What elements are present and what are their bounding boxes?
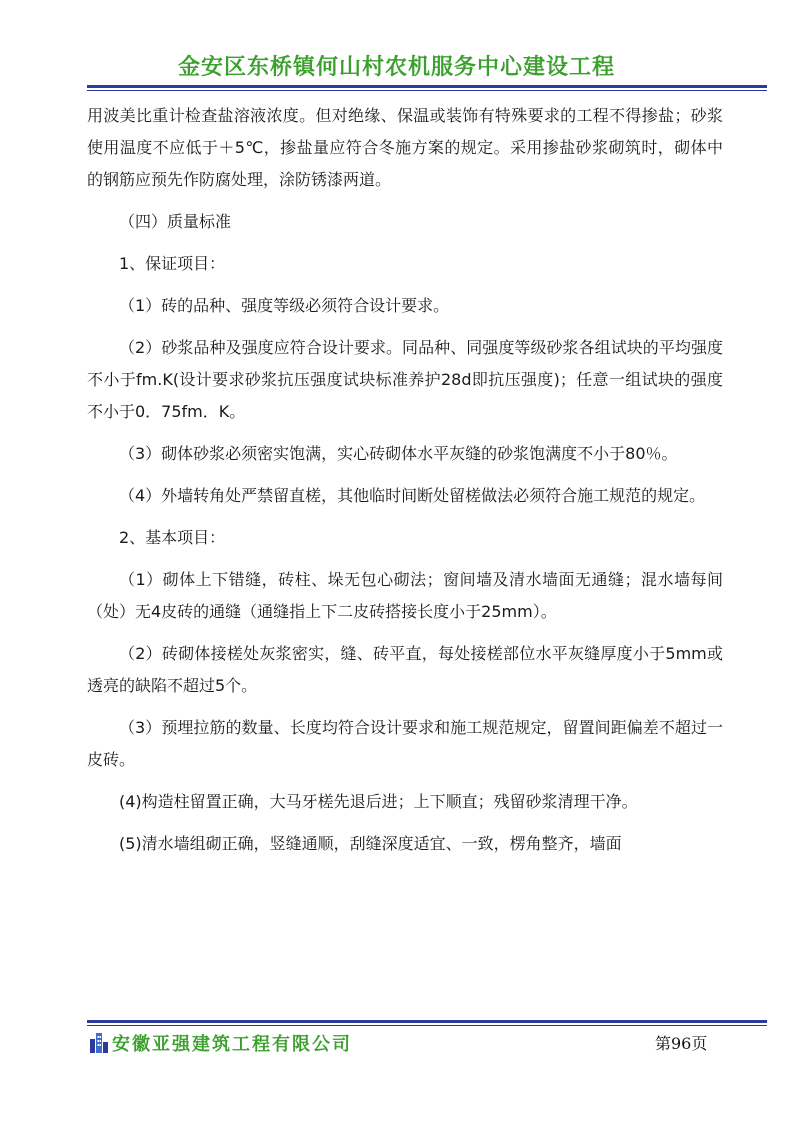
body-paragraph: （四）质量标准 bbox=[119, 212, 232, 231]
footer-rule-thin bbox=[87, 1025, 767, 1026]
body-paragraph: （3）预埋拉筋的数量、长度均符合设计要求和施工规范规定，留置间距偏差不超过一皮砖。 bbox=[87, 718, 723, 769]
body-paragraph: （1）砌体上下错缝，砖柱、垛无包心砌法；窗间墙及清水墙面无通缝；混水墙每间（处）无4皮砖的通缝（通缝指上下二皮砖搭接长度小于25mm）。 bbox=[87, 570, 723, 621]
document-body bbox=[87, 100, 723, 870]
footer-company-name: 安徽亚强建筑工程有限公司 bbox=[112, 1034, 352, 1055]
body-paragraph: (4)构造柱留置正确，大马牙槎先退后进；上下顺直；残留砂浆清理干净。 bbox=[119, 792, 638, 811]
body-paragraph: 1、保证项目： bbox=[119, 254, 226, 273]
header-rule-thin bbox=[87, 90, 767, 91]
body-paragraph: 2、基本项目： bbox=[119, 528, 226, 547]
footer-page-number: 第96页 bbox=[655, 1034, 708, 1053]
body-paragraph: （2）砖砌体接槎处灰浆密实，缝、砖平直，每处接槎部位水平灰缝厚度小于5mm或透亮的缺陷不超过5个。 bbox=[87, 644, 723, 695]
header-rule-thick bbox=[87, 85, 767, 88]
body-paragraph: （3）砌体砂浆必须密实饱满，实心砖砌体水平灰缝的砂浆饱满度不小于80％。 bbox=[119, 444, 678, 463]
body-paragraph: （4）外墙转角处严禁留直槎，其他临时间断处留槎做法必须符合施工规范的规定。 bbox=[119, 486, 706, 505]
page-header-title: 金安区东桥镇何山村农机服务中心建设工程 bbox=[177, 54, 615, 80]
body-paragraph: （1）砖的品种、强度等级必须符合设计要求。 bbox=[119, 296, 450, 315]
building-logo-icon bbox=[90, 1031, 108, 1053]
body-paragraph: (5)清水墙组砌正确，竖缝通顺，刮缝深度适宜、一致，楞角整齐，墙面 bbox=[119, 834, 622, 853]
footer-rule-thick bbox=[87, 1020, 767, 1023]
body-paragraph: 用波美比重计检查盐溶液浓度。但对绝缘、保温或装饰有特殊要求的工程不得掺盐；砂浆使用温度不应低于＋5℃，掺盐量应符合冬施方案的规定。采用掺盐砂浆砌筑时，砌体中的钢筋应预先作防腐处理，涂防锈漆两道。 bbox=[87, 106, 723, 189]
body-paragraph: （2）砂浆品种及强度应符合设计要求。同品种、同强度等级砂浆各组试块的平均强度不小于fm.K(设计要求砂浆抗压强度试块标准养护28d即抗压强度)；任意一组试块的强度不小于0．75fm．K。 bbox=[87, 338, 723, 421]
